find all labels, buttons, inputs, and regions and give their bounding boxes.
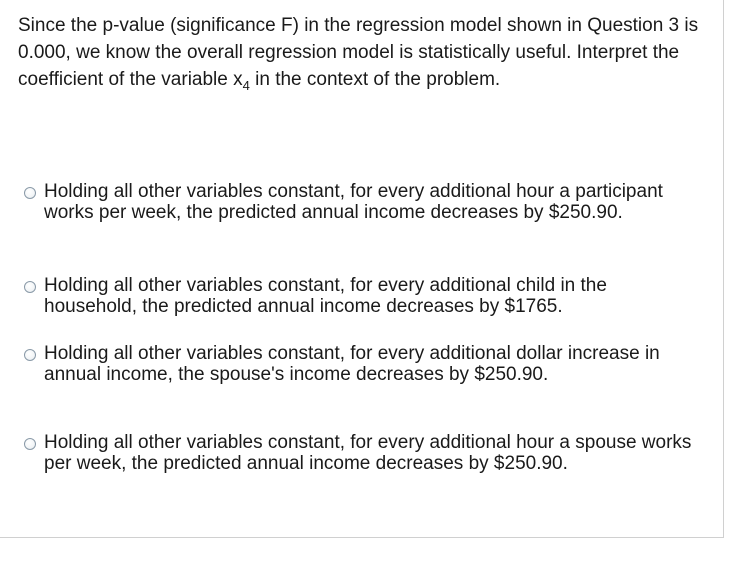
question-text-after: in the context of the problem. (249, 69, 501, 90)
answer-option-3[interactable] (24, 343, 694, 385)
radio-button-icon[interactable] (24, 349, 36, 361)
question-text-before: Since the p-value (significance F) in the regression model shown in Question 3 is 0.000, we know the overall regression model is statistically useful. Interpret the coefficient of the variable x (18, 15, 699, 90)
variable-subscript: 4 (242, 78, 250, 93)
answer-option-1[interactable] (24, 181, 694, 223)
radio-button-icon[interactable] (24, 281, 36, 293)
answer-option-label: Holding all other variables constant, for every additional dollar increase in annual income, the spouse's income decreases by $250.90. (44, 343, 660, 385)
answer-option-4[interactable] (24, 432, 694, 474)
answer-option-label: Holding all other variables constant, for every additional child in the household, the predicted annual income decreases by $1765. (44, 275, 607, 317)
question-prompt (18, 12, 708, 93)
radio-button-icon[interactable] (24, 438, 36, 450)
answer-option-label: Holding all other variables constant, for every additional hour a spouse works per week, the predicted annual income decreases by $250.90. (44, 432, 692, 474)
answer-option-2[interactable] (24, 275, 694, 317)
answer-option-label: Holding all other variables constant, for every additional hour a participant works per week, the predicted annual income decreases by $250.90. (44, 181, 663, 223)
radio-button-icon[interactable] (24, 187, 36, 199)
